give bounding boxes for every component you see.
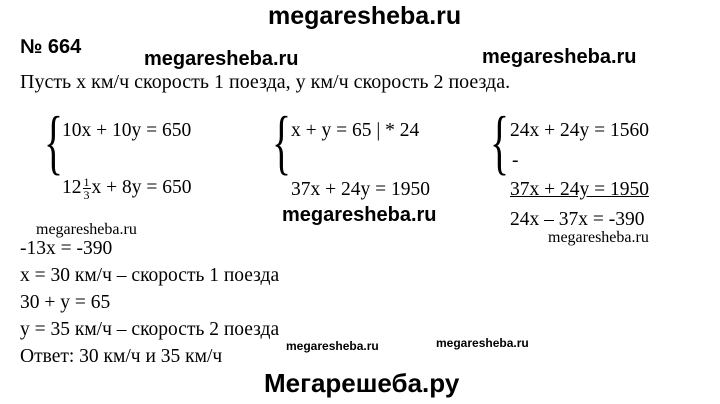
system1-eq1: 10x + 10y = 650: [62, 120, 192, 141]
solution-line-1: -13x = -390: [20, 238, 113, 259]
system1-eq2-fraction: [83, 176, 91, 201]
system1-brace: {: [44, 102, 64, 182]
solution-line-4: y = 35 км/ч – скорость 2 поезда: [20, 319, 280, 340]
solution-line-3: 30 + y = 65: [20, 292, 111, 313]
system3-brace: {: [490, 102, 510, 182]
intro-text: Пусть х км/ч скорость 1 поезда, у км/ч скорость 2 поезда.: [20, 71, 511, 93]
system1-eq2: [62, 176, 192, 201]
system1-eq2-denominator: 3: [83, 188, 90, 202]
system3-result: 24x – 37x = -390: [510, 209, 645, 230]
system3-eq1: 24x + 24y = 1560: [510, 120, 649, 141]
system1-eq2-whole: 12: [62, 176, 82, 198]
solution-line-2: x = 30 км/ч – скорость 1 поезда: [20, 265, 280, 286]
answer-line: Ответ: 30 км/ч и 35 км/ч: [20, 346, 223, 367]
watermark-bottom-right: megaresheba.ru: [436, 336, 529, 350]
system3-operator: -: [512, 150, 519, 171]
system3-eq2: 37x + 24y = 1950: [510, 179, 649, 200]
watermark-left-middle: megaresheba.ru: [36, 221, 137, 238]
watermark-top: megaresheba.ru: [268, 2, 462, 30]
system2-eq1: x + y = 65 | * 24: [291, 120, 420, 141]
watermark-right-upper: megaresheba.ru: [482, 46, 637, 68]
watermark-footer: Мегарешеба.ру: [264, 368, 460, 398]
watermark-bottom-center: megaresheba.ru: [286, 339, 379, 353]
system2-brace: {: [272, 102, 292, 182]
system1-eq2-rest: x + 8y = 650: [91, 176, 192, 198]
problem-number: № 664: [20, 36, 82, 58]
system2-eq2: 37x + 24y = 1950: [291, 179, 430, 200]
watermark-left-upper: megaresheba.ru: [144, 48, 299, 70]
watermark-center-middle: megaresheba.ru: [282, 204, 437, 226]
system1-eq2-numerator: 1: [83, 175, 90, 189]
watermark-right-middle: megaresheba.ru: [548, 229, 649, 246]
